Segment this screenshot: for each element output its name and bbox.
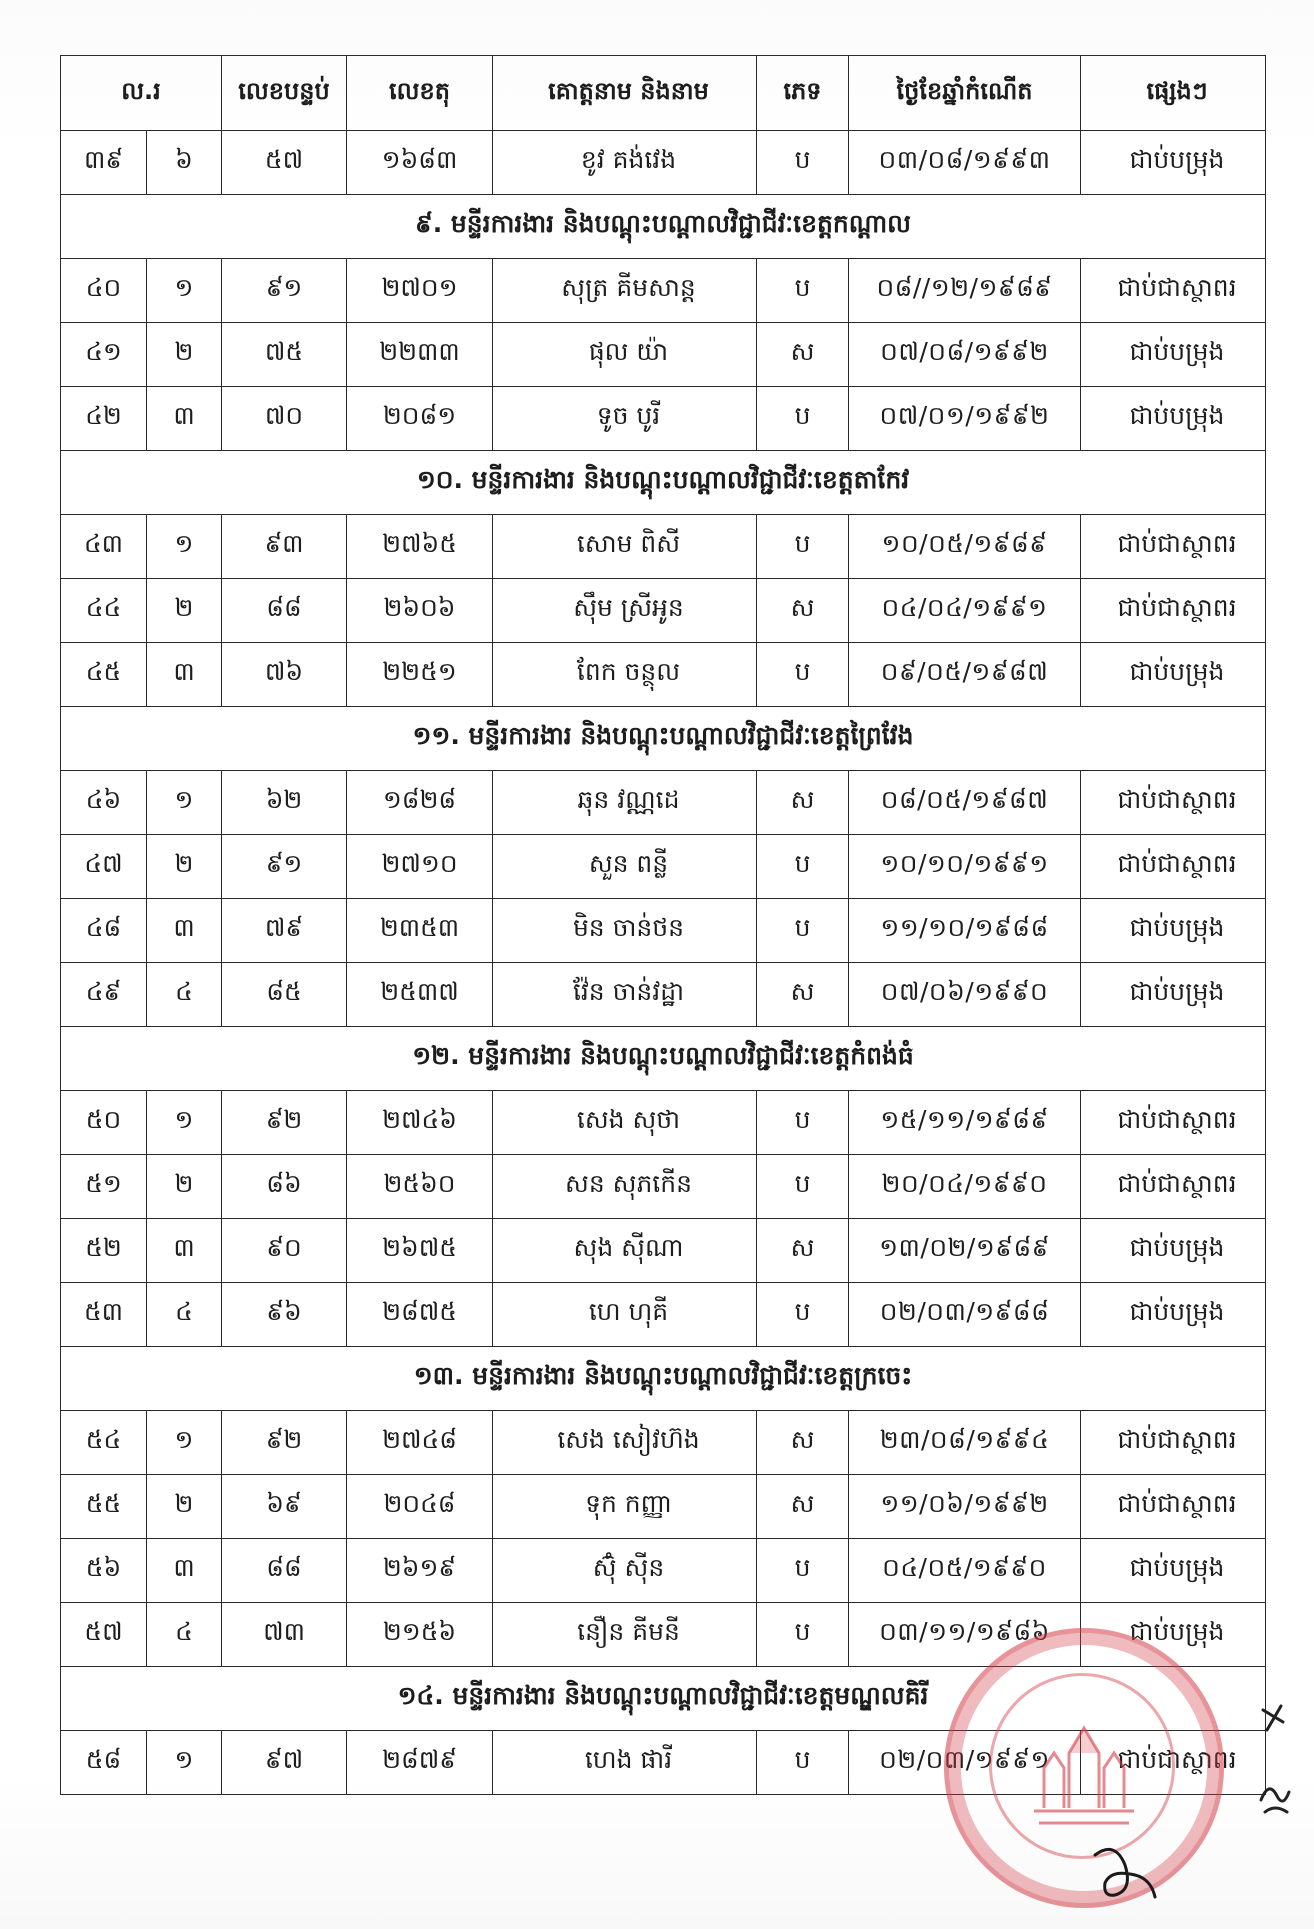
cell-sub-number: ៤ bbox=[147, 1283, 222, 1347]
cell-gender: ប bbox=[757, 643, 849, 707]
section-header-row bbox=[61, 707, 1266, 771]
cell-seat: ២៧១០ bbox=[347, 835, 493, 899]
cell-seat: ២៧៦៥ bbox=[347, 515, 493, 579]
cell-sub-number: ១ bbox=[147, 515, 222, 579]
cell-number: ៥៥ bbox=[61, 1475, 147, 1539]
cell-gender: ប bbox=[757, 387, 849, 451]
official-seal-stamp bbox=[944, 1628, 1224, 1908]
cell-number: ៤៩ bbox=[61, 963, 147, 1027]
table-row bbox=[61, 1283, 1266, 1347]
section-title: ៩. មន្ទីរការងារ និងបណ្តុះបណ្តាលវិជ្ជាជីវៈខេត្តកណ្តាល bbox=[61, 195, 1266, 259]
cell-note: ជាប់ជាស្ថាពរ bbox=[1081, 1411, 1266, 1475]
cell-note: ជាប់បម្រុង bbox=[1081, 1219, 1266, 1283]
cell-gender: ប bbox=[757, 1539, 849, 1603]
cell-name: ស៊ុំ ស៊ីន bbox=[493, 1539, 757, 1603]
cell-dob: ២០/០៤/១៩៩០ bbox=[849, 1155, 1081, 1219]
section-header-row bbox=[61, 451, 1266, 515]
cell-gender: ប bbox=[757, 1283, 849, 1347]
cell-gender: ស bbox=[757, 963, 849, 1027]
table-header-row bbox=[61, 56, 1266, 131]
cell-seat: ២៥៣៧ bbox=[347, 963, 493, 1027]
table-row bbox=[61, 1091, 1266, 1155]
cell-room: ៦៩ bbox=[222, 1475, 347, 1539]
cell-gender: ប bbox=[757, 1731, 849, 1795]
cell-dob: ០៧/០១/១៩៩២ bbox=[849, 387, 1081, 451]
cell-sub-number: ១ bbox=[147, 1411, 222, 1475]
header-seat: លេខតុ bbox=[347, 56, 493, 131]
cell-note: ជាប់ជាស្ថាពរ bbox=[1081, 1731, 1266, 1795]
cell-sub-number: ៦ bbox=[147, 131, 222, 195]
cell-note: ជាប់បម្រុង bbox=[1081, 899, 1266, 963]
cell-dob: ១៥/១១/១៩៨៩ bbox=[849, 1091, 1081, 1155]
section-title: ១៣. មន្ទីរការងារ និងបណ្តុះបណ្តាលវិជ្ជាជីវៈខេត្តក្រចេះ bbox=[61, 1347, 1266, 1411]
cell-name: សោម ពិសី bbox=[493, 515, 757, 579]
cell-note: ជាប់ជាស្ថាពរ bbox=[1081, 835, 1266, 899]
cell-number: ៤៦ bbox=[61, 771, 147, 835]
cell-gender: ប bbox=[757, 259, 849, 323]
table-row bbox=[61, 579, 1266, 643]
cell-sub-number: ២ bbox=[147, 323, 222, 387]
cell-room: ៨៨ bbox=[222, 1539, 347, 1603]
cell-room: ៩២ bbox=[222, 1091, 347, 1155]
cell-note: ជាប់បម្រុង bbox=[1081, 963, 1266, 1027]
cell-number: ៤១ bbox=[61, 323, 147, 387]
cell-room: ៧៣ bbox=[222, 1603, 347, 1667]
table-row bbox=[61, 1411, 1266, 1475]
cell-dob: ០៣/០៨/១៩៩៣ bbox=[849, 131, 1081, 195]
cell-seat: ២៧៤៨ bbox=[347, 1411, 493, 1475]
cell-number: ៥៣ bbox=[61, 1283, 147, 1347]
cell-number: ៤៨ bbox=[61, 899, 147, 963]
cell-seat: ២៦៧៥ bbox=[347, 1219, 493, 1283]
cell-note: ជាប់ជាស្ថាពរ bbox=[1081, 579, 1266, 643]
cell-sub-number: ៣ bbox=[147, 899, 222, 963]
header-name: គោត្តនាម និងនាម bbox=[493, 56, 757, 131]
section-title: ១២. មន្ទីរការងារ និងបណ្តុះបណ្តាលវិជ្ជាជីវៈខេត្តកំពង់ធំ bbox=[61, 1027, 1266, 1091]
table-row bbox=[61, 131, 1266, 195]
cell-number: ៤៧ bbox=[61, 835, 147, 899]
cell-room: ៧០ bbox=[222, 387, 347, 451]
cell-sub-number: ២ bbox=[147, 1155, 222, 1219]
section-header-row bbox=[61, 195, 1266, 259]
cell-room: ៧៩ bbox=[222, 899, 347, 963]
cell-note: ជាប់ជាស្ថាពរ bbox=[1081, 259, 1266, 323]
cell-room: ៥៧ bbox=[222, 131, 347, 195]
cell-name: សន សុភកើន bbox=[493, 1155, 757, 1219]
cell-note: ជាប់ជាស្ថាពរ bbox=[1081, 1475, 1266, 1539]
cell-seat: ២៥៦០ bbox=[347, 1155, 493, 1219]
cell-sub-number: ២ bbox=[147, 1475, 222, 1539]
cell-room: ៩១ bbox=[222, 835, 347, 899]
table-row bbox=[61, 899, 1266, 963]
cell-sub-number: ១ bbox=[147, 1731, 222, 1795]
cell-sub-number: ១ bbox=[147, 771, 222, 835]
cell-name: មិន ចាន់ថន bbox=[493, 899, 757, 963]
cell-dob: ២៣/០៨/១៩៩៤ bbox=[849, 1411, 1081, 1475]
cell-sub-number: ៣ bbox=[147, 1539, 222, 1603]
cell-name: សួន ពន្លី bbox=[493, 835, 757, 899]
cell-sub-number: ១ bbox=[147, 1091, 222, 1155]
cell-sub-number: ៣ bbox=[147, 643, 222, 707]
cell-note: ជាប់បម្រុង bbox=[1081, 387, 1266, 451]
cell-gender: ស bbox=[757, 1475, 849, 1539]
cell-seat: ២៨៧៩ bbox=[347, 1731, 493, 1795]
signature-icon bbox=[1085, 1835, 1165, 1905]
cell-name: សុង ស៊ីណា bbox=[493, 1219, 757, 1283]
table-row bbox=[61, 771, 1266, 835]
table-row bbox=[61, 963, 1266, 1027]
cell-name: ហេង ផារី bbox=[493, 1731, 757, 1795]
cell-dob: ១១/១០/១៩៨៨ bbox=[849, 899, 1081, 963]
table-row bbox=[61, 1539, 1266, 1603]
cell-number: ៣៩ bbox=[61, 131, 147, 195]
cell-name: នឿន គីមនី bbox=[493, 1603, 757, 1667]
cell-dob: ១០/០៥/១៩៨៩ bbox=[849, 515, 1081, 579]
seal-emblem-icon bbox=[949, 1633, 1219, 1903]
cell-note: ជាប់បម្រុង bbox=[1081, 1283, 1266, 1347]
cell-dob: ០៨/០៥/១៩៨៧ bbox=[849, 771, 1081, 835]
table-row bbox=[61, 1155, 1266, 1219]
header-note: ផ្សេងៗ bbox=[1081, 56, 1266, 131]
cell-room: ៨៥ bbox=[222, 963, 347, 1027]
cell-seat: ២៧៤៦ bbox=[347, 1091, 493, 1155]
cell-seat: ២៦១៩ bbox=[347, 1539, 493, 1603]
table-row bbox=[61, 259, 1266, 323]
section-title: ១១. មន្ទីរការងារ និងបណ្តុះបណ្តាលវិជ្ជាជីវៈខេត្តព្រៃវែង bbox=[61, 707, 1266, 771]
cell-name: ហេ ហុគី bbox=[493, 1283, 757, 1347]
cell-seat: ២៣៥៣ bbox=[347, 899, 493, 963]
cell-note: ជាប់បម្រុង bbox=[1081, 643, 1266, 707]
cell-note: ជាប់ជាស្ថាពរ bbox=[1081, 1155, 1266, 1219]
cell-number: ៥០ bbox=[61, 1091, 147, 1155]
header-number: ល.រ bbox=[61, 56, 222, 131]
cell-number: ៥៤ bbox=[61, 1411, 147, 1475]
signature-initials-icon bbox=[1255, 1700, 1295, 1840]
cell-name: ទុក កញ្ញា bbox=[493, 1475, 757, 1539]
cell-name: ផុល យ៉ា bbox=[493, 323, 757, 387]
table-row bbox=[61, 643, 1266, 707]
cell-gender: ប bbox=[757, 1091, 849, 1155]
cell-gender: ប bbox=[757, 835, 849, 899]
cell-seat: ២៨៧៥ bbox=[347, 1283, 493, 1347]
cell-seat: ២០៨១ bbox=[347, 387, 493, 451]
cell-number: ៥៦ bbox=[61, 1539, 147, 1603]
cell-name: វ៉ែន ចាន់វដ្ឋា bbox=[493, 963, 757, 1027]
cell-dob: ០៤/០៥/១៩៩០ bbox=[849, 1539, 1081, 1603]
cell-dob: ១០/១០/១៩៩១ bbox=[849, 835, 1081, 899]
cell-gender: ស bbox=[757, 323, 849, 387]
cell-seat: ១៨២៨ bbox=[347, 771, 493, 835]
cell-sub-number: ៤ bbox=[147, 1603, 222, 1667]
cell-gender: ស bbox=[757, 1219, 849, 1283]
cell-dob: ០៧/០៦/១៩៩០ bbox=[849, 963, 1081, 1027]
cell-seat: ១៦៨៣ bbox=[347, 131, 493, 195]
cell-dob: ១៣/០២/១៩៨៩ bbox=[849, 1219, 1081, 1283]
cell-name: ខូវ គង់វេង bbox=[493, 131, 757, 195]
cell-gender: ស bbox=[757, 1411, 849, 1475]
cell-sub-number: ២ bbox=[147, 835, 222, 899]
candidate-results-table bbox=[60, 55, 1266, 1795]
header-room: លេខបន្ទប់ bbox=[222, 56, 347, 131]
cell-dob: ០៧/០៨/១៩៩២ bbox=[849, 323, 1081, 387]
cell-dob: ០២/០៣/១៩៩១ bbox=[849, 1731, 1081, 1795]
cell-name: ឆុន វណ្ណដេ bbox=[493, 771, 757, 835]
cell-note: ជាប់ជាស្ថាពរ bbox=[1081, 515, 1266, 579]
cell-name: ទូច បូរី bbox=[493, 387, 757, 451]
cell-gender: ប bbox=[757, 131, 849, 195]
cell-seat: ២១៥៦ bbox=[347, 1603, 493, 1667]
cell-number: ៤០ bbox=[61, 259, 147, 323]
table-body bbox=[61, 131, 1266, 1795]
cell-room: ៩០ bbox=[222, 1219, 347, 1283]
cell-number: ៤៥ bbox=[61, 643, 147, 707]
cell-room: ៧៥ bbox=[222, 323, 347, 387]
cell-sub-number: ៣ bbox=[147, 1219, 222, 1283]
cell-gender: ស bbox=[757, 579, 849, 643]
cell-gender: ប bbox=[757, 1155, 849, 1219]
cell-room: ៩២ bbox=[222, 1411, 347, 1475]
cell-name: ស៊ឹម ស្រីអូន bbox=[493, 579, 757, 643]
cell-dob: ០២/០៣/១៩៨៨ bbox=[849, 1283, 1081, 1347]
cell-room: ៩៣ bbox=[222, 515, 347, 579]
table-row bbox=[61, 1475, 1266, 1539]
cell-note: ជាប់បម្រុង bbox=[1081, 1539, 1266, 1603]
cell-number: ៤៣ bbox=[61, 515, 147, 579]
cell-number: ៥២ bbox=[61, 1219, 147, 1283]
section-header-row bbox=[61, 1027, 1266, 1091]
cell-sub-number: ២ bbox=[147, 579, 222, 643]
cell-sub-number: ១ bbox=[147, 259, 222, 323]
cell-name: ពែក ចន្ថុល bbox=[493, 643, 757, 707]
cell-name: សេង សៀវហ៊ង bbox=[493, 1411, 757, 1475]
section-title: ១៤. មន្ទីរការងារ និងបណ្តុះបណ្តាលវិជ្ជាជីវៈខេត្តមណ្ឌលគិរី bbox=[61, 1667, 1266, 1731]
cell-gender: ប bbox=[757, 515, 849, 579]
cell-number: ៤៤ bbox=[61, 579, 147, 643]
cell-gender: ប bbox=[757, 899, 849, 963]
table-row bbox=[61, 835, 1266, 899]
cell-note: ជាប់បម្រុង bbox=[1081, 323, 1266, 387]
cell-dob: ១១/០៦/១៩៩២ bbox=[849, 1475, 1081, 1539]
table-row bbox=[61, 1219, 1266, 1283]
cell-gender: ប bbox=[757, 1603, 849, 1667]
cell-room: ៩៧ bbox=[222, 1731, 347, 1795]
cell-name: សុត្រ គីមសាន្ត bbox=[493, 259, 757, 323]
cell-name: សេង សុថា bbox=[493, 1091, 757, 1155]
cell-room: ៦២ bbox=[222, 771, 347, 835]
cell-seat: ២០៤៨ bbox=[347, 1475, 493, 1539]
table-row bbox=[61, 387, 1266, 451]
cell-seat: ២៧០១ bbox=[347, 259, 493, 323]
cell-seat: ២២៣៣ bbox=[347, 323, 493, 387]
cell-number: ៥៨ bbox=[61, 1731, 147, 1795]
cell-dob: ០៣/១១/១៩៨៦ bbox=[849, 1603, 1081, 1667]
cell-note: ជាប់ជាស្ថាពរ bbox=[1081, 771, 1266, 835]
section-title: ១០. មន្ទីរការងារ និងបណ្តុះបណ្តាលវិជ្ជាជីវៈខេត្តតាកែវ bbox=[61, 451, 1266, 515]
table-row bbox=[61, 515, 1266, 579]
header-gender: ភេទ bbox=[757, 56, 849, 131]
cell-number: ៥១ bbox=[61, 1155, 147, 1219]
cell-number: ៤២ bbox=[61, 387, 147, 451]
cell-number: ៥៧ bbox=[61, 1603, 147, 1667]
cell-note: ជាប់បម្រុង bbox=[1081, 1603, 1266, 1667]
header-dob: ថ្ងៃខែឆ្នាំកំណើត bbox=[849, 56, 1081, 131]
cell-note: ជាប់បម្រុង bbox=[1081, 131, 1266, 195]
cell-room: ៩១ bbox=[222, 259, 347, 323]
cell-sub-number: ៣ bbox=[147, 387, 222, 451]
cell-dob: ០៨//១២/១៩៨៩ bbox=[849, 259, 1081, 323]
cell-gender: ស bbox=[757, 771, 849, 835]
section-header-row bbox=[61, 1347, 1266, 1411]
cell-note: ជាប់ជាស្ថាពរ bbox=[1081, 1091, 1266, 1155]
table-row bbox=[61, 323, 1266, 387]
cell-room: ៧៦ bbox=[222, 643, 347, 707]
cell-room: ៨៨ bbox=[222, 579, 347, 643]
cell-seat: ២៦០៦ bbox=[347, 579, 493, 643]
cell-seat: ២២៥១ bbox=[347, 643, 493, 707]
cell-room: ៨៦ bbox=[222, 1155, 347, 1219]
cell-dob: ០៤/០៤/១៩៩១ bbox=[849, 579, 1081, 643]
cell-room: ៩៦ bbox=[222, 1283, 347, 1347]
cell-dob: ០៩/០៥/១៩៨៧ bbox=[849, 643, 1081, 707]
cell-sub-number: ៤ bbox=[147, 963, 222, 1027]
